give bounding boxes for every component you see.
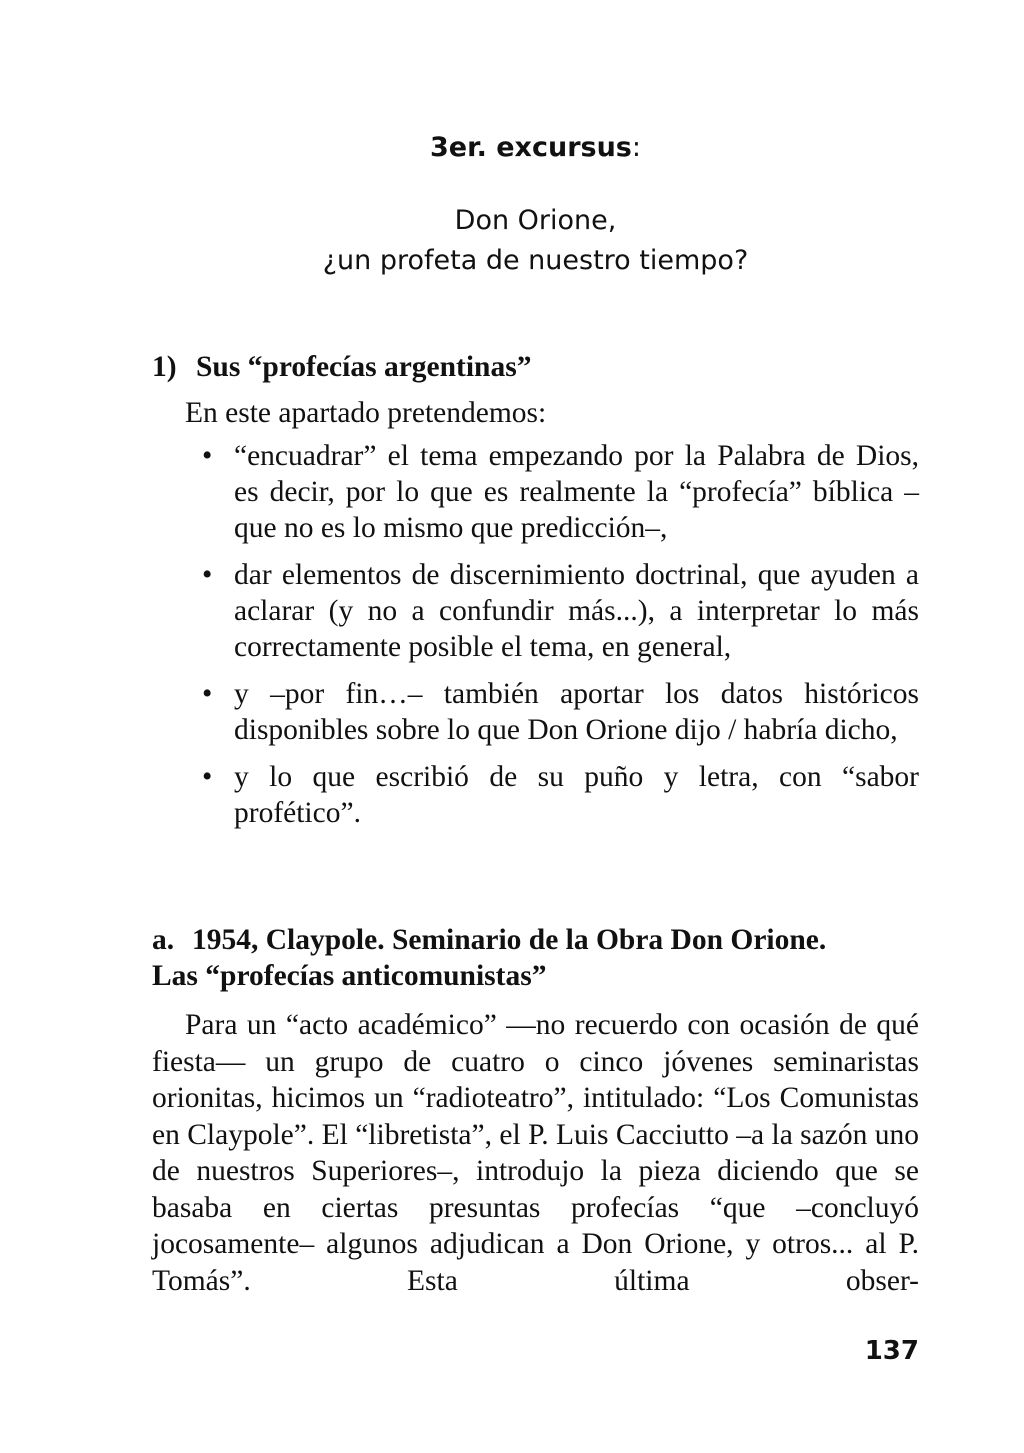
subsection-heading — [152, 922, 919, 994]
bullet-icon: • — [202, 761, 213, 793]
list-item-text: dar elementos de discernimiento doctrinal, que ayuden a aclarar (y no a confundir más...), a interpretar lo más correctamente posible el tema, en general, — [234, 559, 919, 663]
body-paragraph: Para un “acto académico” —no recuerdo con ocasión de qué fiesta— un grupo de cuatro o cinco jóvenes seminaristas orionitas, hicimos un “radioteatro”, intitulado: “Los Comunistas en Claypole”. El “libretista”, el P. Luis Cacciutto –a la sazón uno de nuestros Superiores–, introdujo la pieza diciendo que se basaba en ciertas presuntas profecías “que –concluyó jocosamente– algunos adjudican a Don Orione, y otros... al P. Tomás”. Esta última obser- — [152, 1009, 919, 1297]
list-item — [152, 557, 919, 665]
excursus-label: 3er. excursus — [430, 132, 632, 163]
subsection-heading-line-1 — [152, 922, 919, 958]
list-item — [152, 676, 919, 748]
section-heading — [152, 348, 919, 386]
section-title: Sus “profecías argentinas” — [196, 351, 532, 383]
section-intro: En este apartado pretendemos: — [185, 397, 547, 429]
list-item — [152, 438, 919, 546]
subsection-title-line-2: Las “profecías anticomunistas” — [152, 960, 547, 992]
book-page — [152, 0, 919, 1453]
list-item — [152, 759, 919, 831]
chapter-title-line-2: ¿un profeta de nuestro tiempo? — [322, 245, 749, 276]
list-item-text: y –por fin…– también aportar los datos históricos disponibles sobre lo que Don Orione dijo / habría dicho, — [234, 678, 919, 746]
excursus-colon: : — [631, 132, 641, 163]
subsection-title-line-1: 1954, Claypole. Seminario de la Obra Don Orione. — [192, 924, 827, 956]
bullet-icon: • — [202, 440, 213, 472]
list-item-text: “encuadrar” el tema empezando por la Palabra de Dios, es decir, por lo que es realmente la “profecía” bíblica –que no es lo mismo que predicción–, — [234, 440, 919, 544]
chapter-title — [152, 201, 919, 281]
page-number: 137 — [864, 1336, 919, 1366]
excursus-title — [152, 128, 919, 168]
list-item-text: y lo que escribió de su puño y letra, con “sabor profético”. — [234, 761, 919, 829]
chapter-title-line-1: Don Orione, — [454, 205, 617, 236]
bullet-icon: • — [202, 678, 213, 710]
section-number: 1) — [152, 351, 177, 383]
bullet-list — [152, 438, 919, 842]
bullet-icon: • — [202, 559, 213, 591]
subsection-letter: a. — [152, 924, 175, 956]
